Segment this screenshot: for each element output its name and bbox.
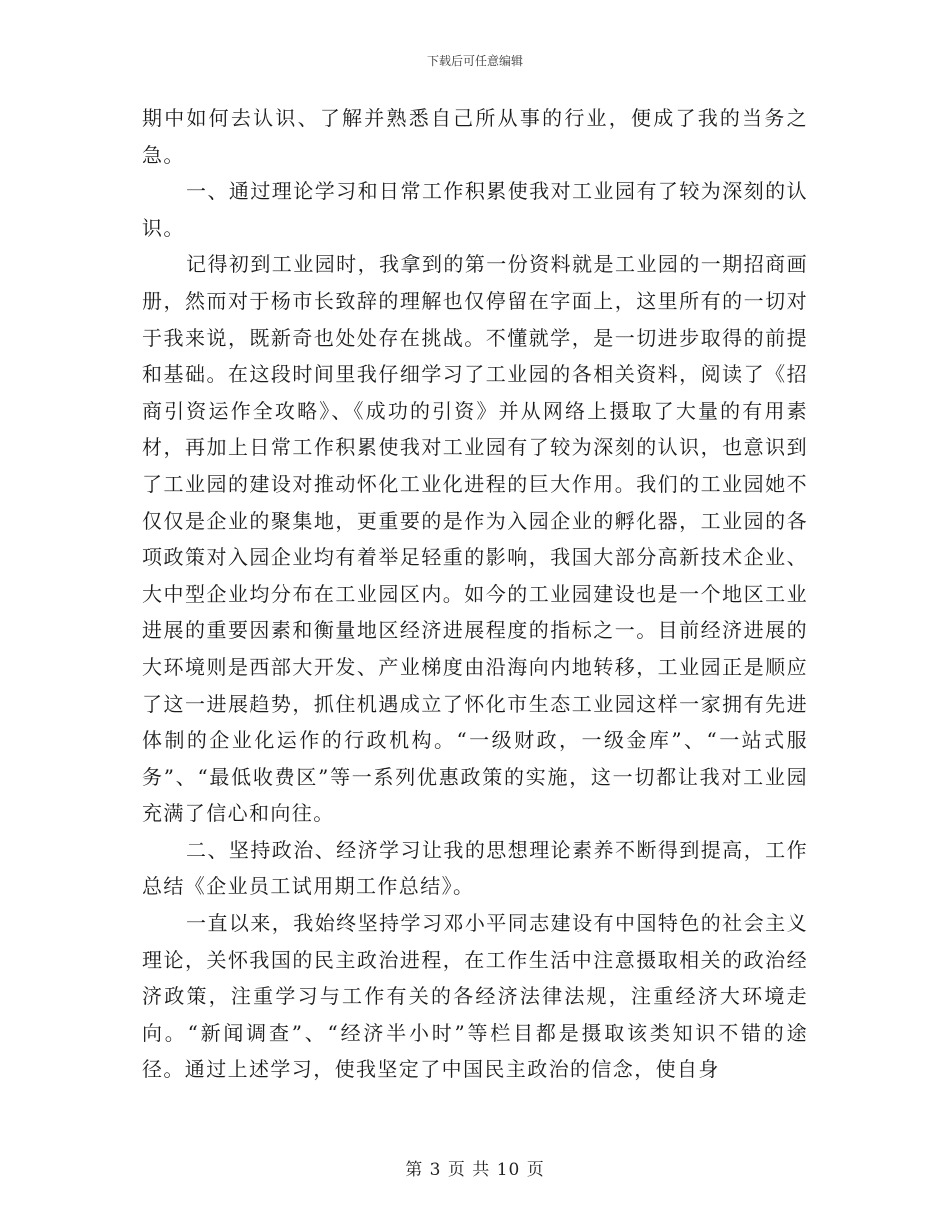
paragraph-2: 一、通过理论学习和日常工作积累使我对工业园有了较为深刻的认识。 (142, 179, 808, 240)
page-header: 下载后可任意编辑 (426, 54, 523, 68)
paragraph-4: 二、坚持政治、经济学习让我的思想理论素养不断得到提高，工作总结《企业员工试用期工作总结》。 (142, 837, 808, 899)
paragraph-1: 期中如何去认识、了解并熟悉自己所从事的行业，便成了我的当务之急。 (142, 106, 808, 167)
document-body (142, 100, 808, 1088)
page-footer: 第 3 页 共 10 页 (405, 1160, 545, 1180)
paragraph-5: 一直以来，我始终坚持学习邓小平同志建设有中国特色的社会主义理论，关怀我国的民主政治进程，在工作生活中注意摄取相关的政治经济政策，注重学习与工作有关的各经济法律法规，注重经济大环境走向。“新闻调查”、“经济半小时”等栏目都是摄取该类知识不错的途径。通过上述学习，使我坚定了中国民主政治的信念，使自身 (142, 911, 808, 1082)
paragraph-3: 记得初到工业园时，我拿到的第一份资料就是工业园的一期招商画册，然而对于杨市长致辞的理解也仅停留在字面上，这里所有的一切对于我来说，既新奇也处处存在挑战。不懂就学，是一切进步取得的前提和基础。在这段时间里我仔细学习了工业园的各相关资料，阅读了《招商引资运作全攻略》、《成功的引资》并从网络上摄取了大量的有用素材，再加上日常工作积累使我对工业园有了较为深刻的认识，也意识到了工业园的建设对推动怀化工业化进程的巨大作用。我们的工业园她不仅仅是企业的聚集地，更重要的是作为入园企业的孵化器，工业园的各项政策对入园企业均有着举足轻重的影响，我国大部分高新技术企业、大中型企业均分布在工业园区内。如今的工业园建设也是一个地区工业进展的重要因素和衡量地区经济进展程度的指标之一。目前经济进展的大环境则是西部大开发、产业梯度由沿海向内地转移，工业园正是顺应了这一进展趋势，抓住机遇成立了怀化市生态工业园这样一家拥有先进体制的企业化运作的行政机构。“一级财政，一级金库”、“一站式服务”、“最低收费区”等一系列优惠政策的实施，这一切都让我对工业园充满了信心和向往。 (142, 252, 808, 826)
